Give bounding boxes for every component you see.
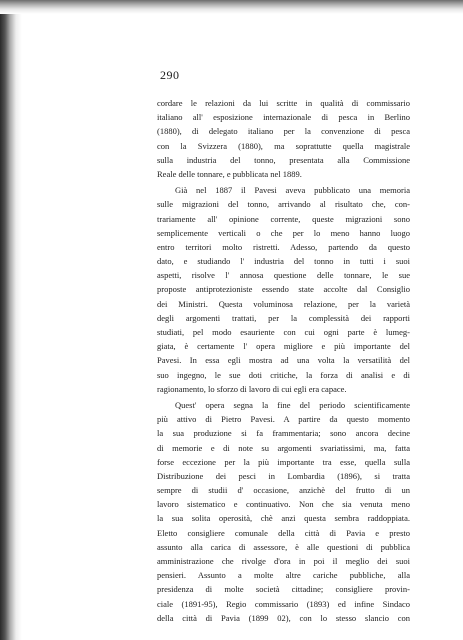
text-line: la sua solita operosità, chè anzi questa sembra raddoppiata. (157, 513, 410, 524)
text-line: dato, e studiando l' industria del tonno in tutti i suoi (157, 256, 410, 267)
text-line: ragionamento, lo sforzo di lavoro di cui egli era capace. (157, 383, 347, 394)
text-line: cordare le relazioni da lui scritte in qualità di commissario (157, 98, 410, 108)
text-line: studiati, pel modo esauriente con cui ogni parte è lumeg- (157, 327, 410, 337)
text-line: sulle migrazioni del tonno, arrivando al risultato che, con- (157, 199, 410, 210)
text-line: (1880), di delegato italiano per la convenzione di pesca (157, 126, 410, 137)
body-text (157, 96, 410, 625)
text-line: aspetti, risolve l' annosa questione delle tonnare, le sue (157, 270, 410, 281)
text-line: presidenza di molte società cittadine; consigliere provin- (157, 584, 410, 595)
text-line: di memorie e di note su argomenti svariatissimi, ma, fatta (157, 442, 410, 453)
text-line: ciale (1891-95), Regio commissario (1893) ed infine Sindaco (157, 598, 410, 609)
text-line: forse eccezione per la più importante tra esse, quella sulla (157, 456, 410, 467)
text-line: amministrazione che rivolge d'ora in poi il meglio dei suoi (157, 556, 410, 566)
text-line: trariamente all' opinione corrente, queste migrazioni sono (157, 213, 410, 224)
text-line: sulla industria del tonno, presentata alla Commissione (157, 154, 410, 165)
text-line: Eletto consigliere comunale della città di Pavia e presto (157, 527, 410, 538)
text-line: sempre di studii d' occasione, anzichè del frutto di un (157, 485, 410, 496)
text-line: semplicemente verticali o che per lo meno hanno luogo (157, 227, 410, 238)
page-number: 290 (160, 68, 180, 82)
scan-top-edge-shadow (0, 0, 463, 14)
text-line: Già nel 1887 il Pavesi aveva pubblicato una memoria (175, 185, 410, 196)
text-line: Reale delle tonnare, e pubblicata nel 1889. (157, 168, 302, 179)
text-line: Distribuzione dei pesci in Lombardia (1896), si tratta (157, 470, 410, 481)
text-line: assunto alla carica di assessore, è alle questioni di pubblica (157, 541, 410, 552)
scan-left-edge-shadow (0, 0, 22, 640)
text-line: Pavesi. In essa egli mostra ad una volta la versatilità del (157, 355, 410, 366)
text-line: pensieri. Assunto a molte altre cariche pubbliche, alla (157, 570, 410, 581)
text-line: la sua produzione si fa frammentaria; sono ancora decine (157, 428, 410, 439)
text-line: della città di Pavia (1899 02), con lo stesso slancio con (157, 612, 410, 623)
text-line: lavoro sistematico e continuativo. Non che sia venuta meno (157, 499, 410, 510)
text-line: italiano all' esposizione internazionale di pesca in Berlino (157, 112, 410, 123)
text-line: Quest' opera segna la fine del periodo scientificamente (175, 399, 410, 410)
text-line: dei Ministri. Questa voluminosa relazione, per la varietà (157, 298, 410, 309)
text-line: più attivo di Pietro Pavesi. A partire da questo momento (157, 414, 410, 425)
text-line: con la Svizzera (1880), ma soprattutte quella magistrale (157, 140, 410, 151)
text-line: entro territori molto ristretti. Adesso, partendo da questo (157, 241, 410, 252)
text-line: suo ingegno, le sue doti critiche, la forza di analisi e di (157, 369, 410, 380)
text-line: giata, è certamente l' opera migliore e più importante del (157, 341, 410, 352)
text-line: proposte antiprotezioniste essendo state accolte dal Consiglio (157, 284, 410, 295)
text-line: degli argomenti trattati, per la complessità dei rapporti (157, 312, 410, 323)
